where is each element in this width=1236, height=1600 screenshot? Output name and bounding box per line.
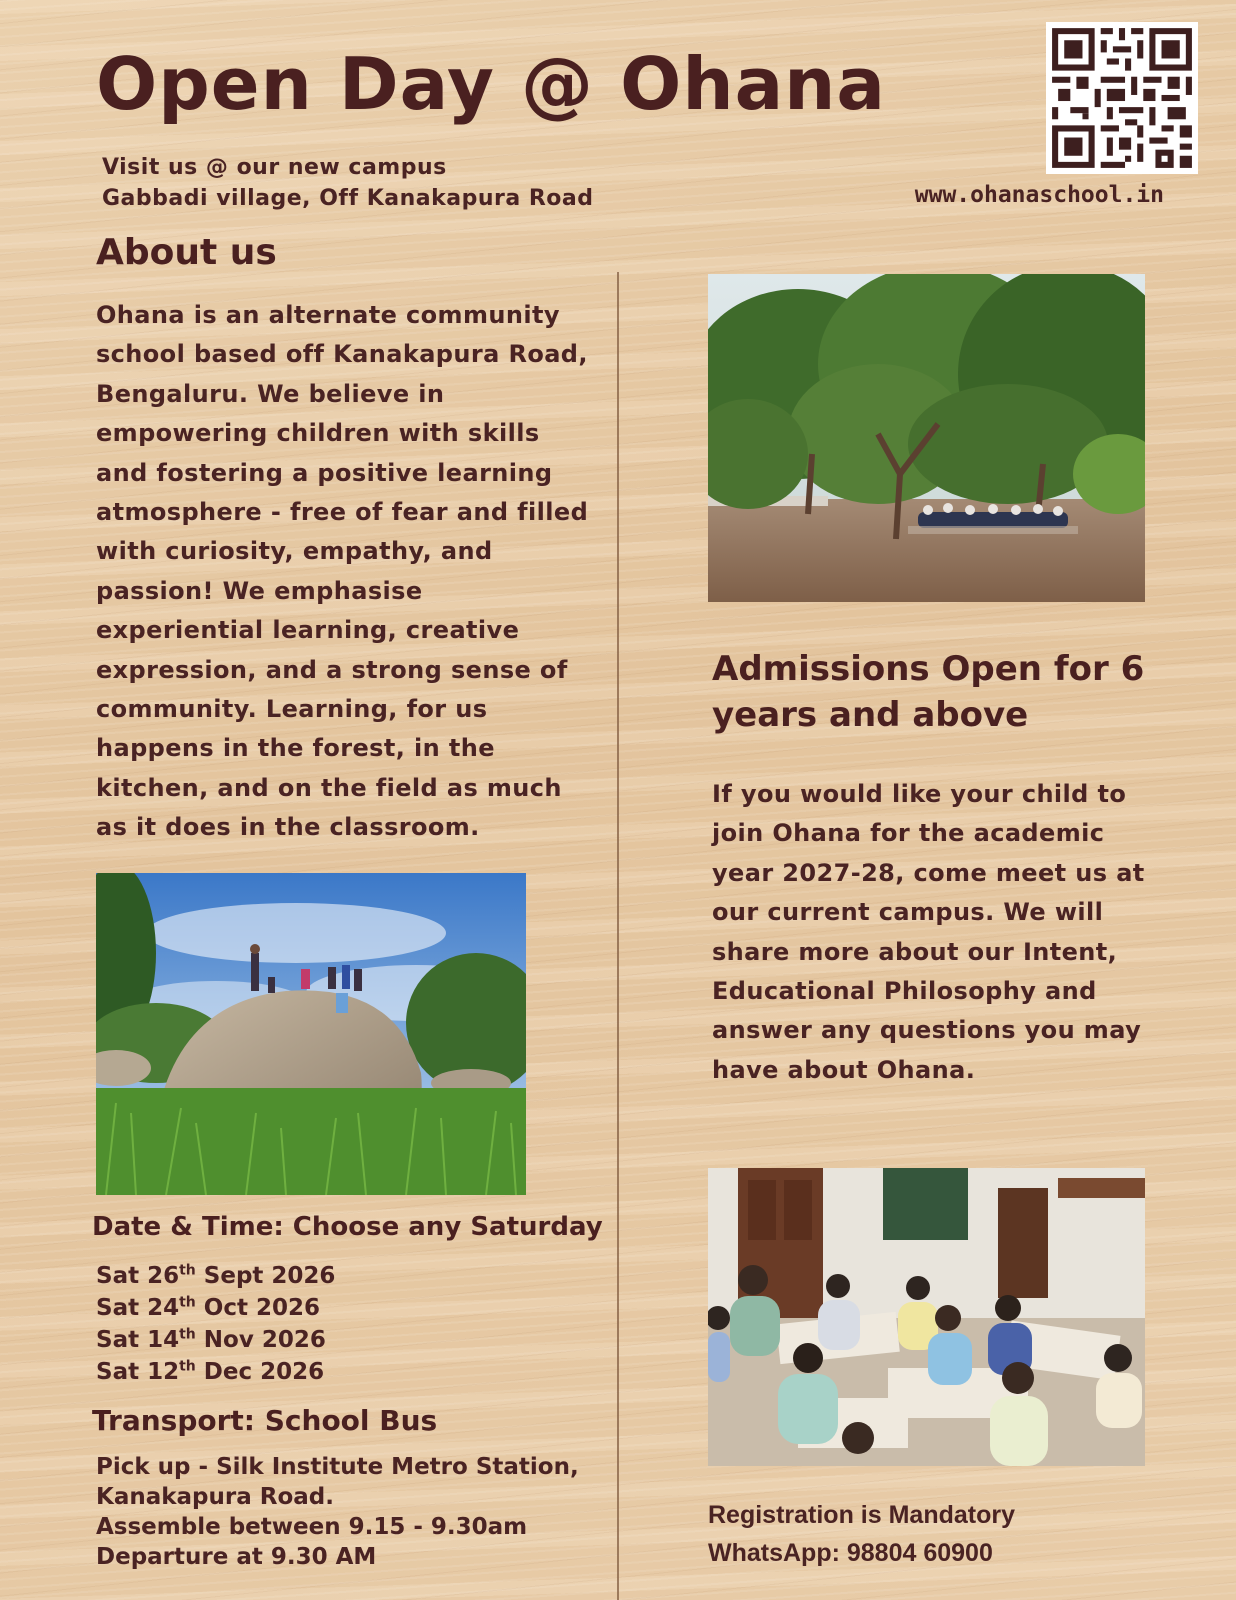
column-divider xyxy=(617,272,619,1600)
qr-code-pattern xyxy=(1046,22,1198,174)
admissions-heading: Admissions Open for 6 years and above xyxy=(712,649,1145,735)
transport-line: Kanakapura Road. xyxy=(96,1484,334,1510)
registration-info xyxy=(708,1496,1015,1572)
photo-children-on-rock xyxy=(96,873,526,1195)
date-item: Sat 26th Sept 2026 xyxy=(96,1262,336,1289)
qr-code[interactable] xyxy=(1046,22,1198,174)
transport-line: Pick up - Silk Institute Metro Station, xyxy=(96,1454,579,1480)
page-title: Open Day @ Ohana xyxy=(96,42,886,126)
date-item: Sat 24th Oct 2026 xyxy=(96,1294,320,1321)
photo-classroom xyxy=(708,1168,1145,1466)
transport-details xyxy=(96,1452,579,1572)
about-heading: About us xyxy=(96,232,277,273)
admissions-text: If you would like your child to join Ohana for the academic year 2027-28, come meet us at our current campus. We will share more about our Intent, Educational Philosophy and answer any questions you may have about Ohana. xyxy=(712,780,1145,1084)
transport-line: Assemble between 9.15 - 9.30am xyxy=(96,1514,528,1540)
website-link[interactable]: www.ohanaschool.in xyxy=(914,182,1164,208)
date-item: Sat 14th Nov 2026 xyxy=(96,1326,326,1353)
registration-note: Registration is Mandatory xyxy=(708,1501,1015,1529)
schedule-heading: Date & Time: Choose any Saturday xyxy=(92,1212,603,1242)
transport-heading: Transport: School Bus xyxy=(92,1404,438,1437)
about-text: Ohana is an alternate community school based off Kanakapura Road, Bengaluru. We believe in empowering children with skills and fostering a positive learning atmosphere - free of fear and filled with curiosity, empathy, and passion! We emphasise experiential learning, creative expression, and a strong sense of community. Learning, for us happens in the forest, in the kitchen, and on the field as much as it does in the classroom. xyxy=(96,301,589,842)
whatsapp-contact[interactable]: WhatsApp: 98804 60900 xyxy=(708,1539,993,1567)
photo-campus-trees xyxy=(708,274,1145,602)
transport-line: Departure at 9.30 AM xyxy=(96,1544,377,1570)
subtitle-line-1: Visit us @ our new campus xyxy=(102,155,447,180)
subtitle-line-2: Gabbadi village, Off Kanakapura Road xyxy=(102,186,594,211)
date-list xyxy=(96,1260,335,1388)
campus-address xyxy=(102,152,593,214)
date-item: Sat 12th Dec 2026 xyxy=(96,1358,325,1385)
